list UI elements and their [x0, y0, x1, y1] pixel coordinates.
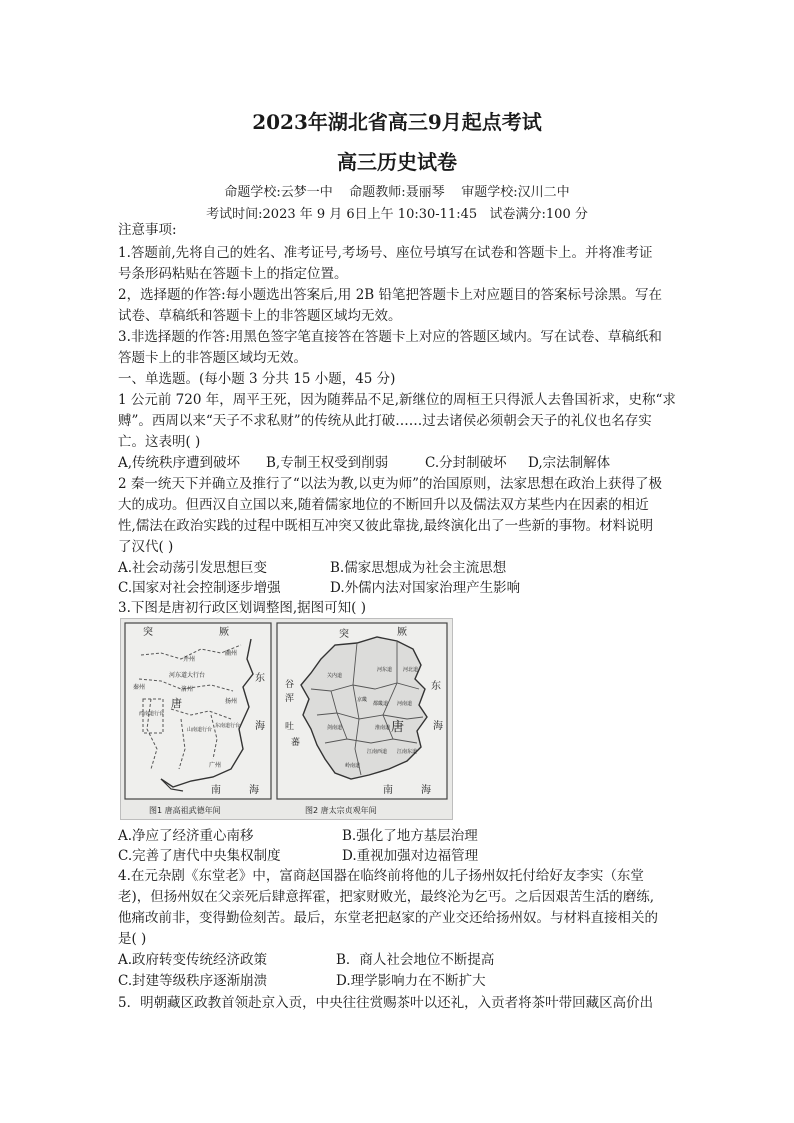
notice-line: 2，选择题的作答:每小题选出答案后,用 2B 铅笔把答题卡上对应题目的答案标号涂黑。写在: [118, 287, 663, 303]
map-label: 海: [255, 721, 265, 732]
map-label: 东南道行台: [215, 723, 241, 729]
q3-option-a: A.净应了经济重心南移: [118, 828, 254, 844]
map-label: 关内道: [327, 673, 343, 679]
map-label: 河东道大行台: [169, 672, 206, 679]
map-label: 洛州: [181, 686, 194, 693]
q1-option-a: A,传统秩序遭到破坏: [118, 455, 241, 471]
map-label: 广州: [209, 762, 222, 769]
map-label: 江南东道: [397, 749, 418, 755]
section-heading: 一、单选题。(每小题 3 分共 15 小题，45 分): [118, 371, 396, 387]
q2-option-c: C.国家对社会控制逐步增强: [118, 580, 281, 596]
exam-meta-time: 考试时间:2023 年 9 月 6日上午 10:30-11:45 试卷满分:100 分: [206, 207, 588, 222]
map-label: 海: [421, 785, 431, 796]
map-label: 扬州: [225, 698, 238, 705]
question-4-text: 老)，但扬州奴在父亲死后肆意挥霍，把家财败光，最终沦为乞丐。之后因艰苦生活的磨练,: [118, 889, 655, 905]
map-label: 唐: [391, 720, 405, 735]
map-label: 并州: [183, 656, 196, 663]
notice-line: 号条形码粘贴在答题卡上的指定位置。: [118, 266, 348, 282]
q4-option-b: B．商人社会地位不断提高: [336, 952, 495, 968]
question-4-text: 4.在元杂剧《东堂老》中，富商赵国器在临终前将他的儿子扬州奴托付给好友李实（东堂: [118, 868, 644, 884]
map-label: 谷: [285, 680, 295, 690]
notice-line: 答题卡上的非答题区域均无效。: [118, 350, 307, 366]
map-label: 淮南道: [375, 725, 391, 731]
tang-maps-figure: [120, 618, 453, 820]
map-figure-1-caption: 图1 唐高祖武德年间: [149, 806, 221, 815]
map-label: 秦州: [133, 684, 146, 691]
map-label: 都畿道: [373, 701, 389, 707]
question-1-text: 赙”。西周以来“天子不求私财”的传统从此打破……过去诸侯必须朝会天子的礼仪也名存实: [118, 413, 652, 429]
map-label: 浑: [285, 694, 295, 704]
map-label: 南: [211, 785, 221, 796]
q1-option-b: B,专制王权受到削弱: [266, 455, 389, 471]
map-label: 山南道行台: [187, 727, 213, 733]
map-label: 海: [249, 785, 259, 796]
q4-option-d: D.理学影响力在不断扩大: [336, 973, 486, 989]
q3-option-b: B.强化了地方基层治理: [342, 828, 478, 844]
q1-option-c: C.分封制破坏: [425, 455, 507, 471]
map-label: 吐: [285, 722, 295, 732]
map-label: 幽州: [225, 650, 238, 657]
map-label: 南: [383, 785, 393, 796]
map-label: 岭南道: [345, 763, 361, 769]
notice-line: 1.答题前,先将自己的姓名、准考证号,考场号、座位号填写在试卷和答题卡上。并将准考证: [118, 245, 653, 261]
exam-meta-authors: 命题学校:云梦一中 命题教师:聂丽琴 审题学校:汉川二中: [224, 185, 570, 200]
q4-option-c: C.封建等级秩序逐渐崩溃: [118, 973, 268, 989]
notice-line: 试卷、草稿纸和答题卡上的非答题区域均无效。: [118, 308, 402, 324]
map-label: 突: [339, 629, 349, 640]
map-label: 西南道行台: [139, 711, 165, 717]
map-label: 河北道: [403, 667, 419, 673]
map-label: 突: [143, 627, 153, 638]
map-label: 蕃: [291, 738, 301, 748]
question-1-text: 1 公元前 720 年，周平王死，因为随葬品不足,新继位的周桓王只得派人去鲁国祈求，史称“求: [118, 392, 676, 408]
map-label: 剑南道: [327, 725, 343, 731]
notice-line: 3.非选择题的作答:用黑色签字笔直接答在答题卡上对应的答题区域内。写在试卷、草稿纸和: [118, 329, 662, 345]
question-4-text: 他痛改前非，变得勤俭刻苦。最后，东堂老把赵家的产业交还给扬州奴。与材料直接相关的: [118, 910, 658, 926]
map-label: 海: [433, 721, 443, 732]
map-label: 河东道: [377, 667, 393, 673]
q3-option-d: D.重视加强对边福管理: [342, 848, 479, 864]
exam-title: 2023年湖北省高三9月起点考试: [252, 110, 542, 134]
question-2-text: 性,儒法在政治实践的过程中既相互冲突又彼此靠拢,最终演化出了一些新的事物。材料说明: [118, 518, 654, 534]
map-label: 东: [255, 673, 265, 684]
map-label: 江南西道: [367, 749, 388, 755]
map-label: 唐: [171, 697, 182, 710]
q2-option-d: D.外儒内法对国家治理产生影响: [330, 580, 521, 596]
map-label: 厥: [397, 627, 407, 638]
q1-option-d: D,宗法制解体: [528, 455, 611, 471]
map-figure-2-caption: 图2 唐太宗贞观年间: [305, 806, 377, 815]
map-label: 河南道: [397, 701, 413, 707]
question-2-text: 大的成功。但西汉自立国以来,随着儒家地位的不断回升以及儒法双方某些内在因素的相近: [118, 497, 649, 513]
q2-option-b: B.儒家思想成为社会主流思想: [330, 560, 507, 576]
exam-subtitle: 高三历史试卷: [337, 150, 457, 174]
question-1-text: 亡。这表明( ): [118, 434, 201, 450]
map-label: 京畿: [357, 697, 368, 703]
question-4-text: 是( ): [118, 931, 147, 947]
map-label: 厥: [219, 627, 229, 638]
question-2-text: 2 秦一统天下并确立及推行了“以法为教,以吏为师”的治国原则，法家思想在政治上获得了极: [118, 476, 662, 492]
q2-option-a: A.社会动荡引发思想巨变: [118, 560, 268, 576]
q4-option-a: A.政府转变传统经济政策: [118, 952, 268, 968]
map-label: 东: [431, 681, 441, 692]
question-3-text: 3.下图是唐初行政区划调整图,据图可知( ): [118, 600, 366, 616]
notice-heading: 注意事项:: [118, 222, 177, 238]
question-5-text: 5．明朝藏区政教首领赴京入贡，中央往往赏赐茶叶以还礼，入贡者将茶叶带回藏区高价出: [118, 995, 654, 1011]
q3-option-c: C.完善了唐代中央集权制度: [118, 848, 281, 864]
question-2-text: 了汉代( ): [118, 539, 174, 555]
